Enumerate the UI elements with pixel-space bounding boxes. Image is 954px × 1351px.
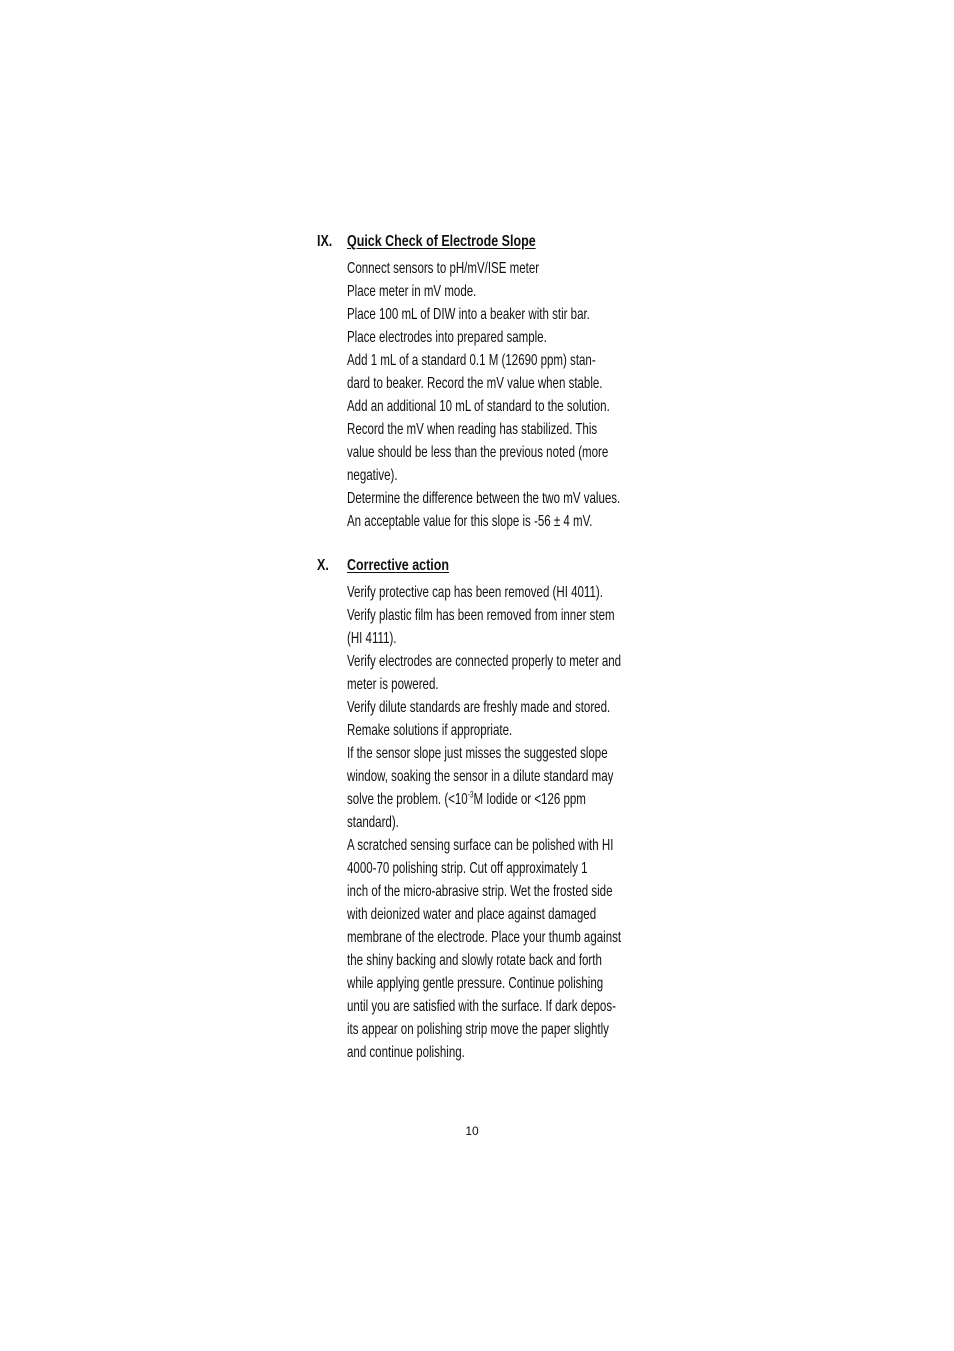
text-line: A scratched sensing surface can be polished with HI: [347, 837, 614, 854]
text-line: Connect sensors to pH/mV/ISE meter: [347, 260, 540, 277]
text-line: the shiny backing and slowly rotate back and forth: [347, 952, 602, 969]
text-line: Add an additional 10 mL of standard to the solution.: [347, 398, 610, 415]
section-body: [347, 581, 629, 1064]
text-line: membrane of the electrode. Place your thumb against: [347, 929, 622, 946]
text-line: Determine the difference between the two mV values.: [347, 490, 621, 507]
text-fragment: M Iodide or <126 ppm: [473, 791, 586, 808]
text-line: Place 100 mL of DIW into a beaker with stir bar.: [347, 306, 590, 323]
text-line: (HI 4111).: [347, 630, 397, 647]
section-number: X.: [317, 557, 329, 574]
text-line: inch of the micro-abrasive strip. Wet the frosted side: [347, 883, 613, 900]
text-line: Verify electrodes are connected properly to meter and: [347, 653, 622, 670]
text-line: value should be less than the previous noted (more: [347, 444, 609, 461]
text-line-with-superscript: [347, 788, 629, 811]
text-line: dard to beaker. Record the mV value when stable.: [347, 375, 603, 392]
text-line: Verify dilute standards are freshly made and stored.: [347, 699, 611, 716]
text-line: Verify protective cap has been removed (HI 4011).: [347, 584, 603, 601]
section-corrective-action: [317, 557, 629, 1064]
text-line: and continue polishing.: [347, 1044, 465, 1061]
section-title: Corrective action: [347, 557, 449, 574]
section-body: [347, 257, 629, 533]
text-line: while applying gentle pressure. Continue polishing: [347, 975, 604, 992]
text-line: An acceptable value for this slope is -56 ± 4 mV.: [347, 513, 593, 530]
superscript: -3: [467, 789, 474, 800]
text-line: its appear on polishing strip move the paper slightly: [347, 1021, 609, 1038]
section-heading: [317, 233, 629, 257]
page-number: 10: [465, 1124, 479, 1138]
text-line: Place electrodes into prepared sample.: [347, 329, 547, 346]
text-fragment: solve the problem. (<10: [347, 791, 468, 808]
text-line: with deionized water and place against damaged: [347, 906, 597, 923]
text-line: Add 1 mL of a standard 0.1 M (12690 ppm) stan-: [347, 352, 596, 369]
text-line: Place meter in mV mode.: [347, 283, 477, 300]
text-line: 4000-70 polishing strip. Cut off approximately 1: [347, 860, 588, 877]
section-number: IX.: [317, 233, 333, 250]
text-line: standard).: [347, 814, 399, 831]
section-quick-check: [317, 233, 629, 533]
text-line: Remake solutions if appropriate.: [347, 722, 513, 739]
text-line: Record the mV when reading has stabilized. This: [347, 421, 598, 438]
text-line: meter is powered.: [347, 676, 439, 693]
text-line: Verify plastic film has been removed from inner stem: [347, 607, 615, 624]
section-heading: [317, 557, 629, 581]
text-line: negative).: [347, 467, 398, 484]
text-line: window, soaking the sensor in a dilute standard may: [347, 768, 614, 785]
text-line: until you are satisfied with the surface. If dark depos-: [347, 998, 616, 1015]
section-title: Quick Check of Electrode Slope: [347, 233, 536, 250]
text-line: If the sensor slope just misses the suggested slope: [347, 745, 608, 762]
